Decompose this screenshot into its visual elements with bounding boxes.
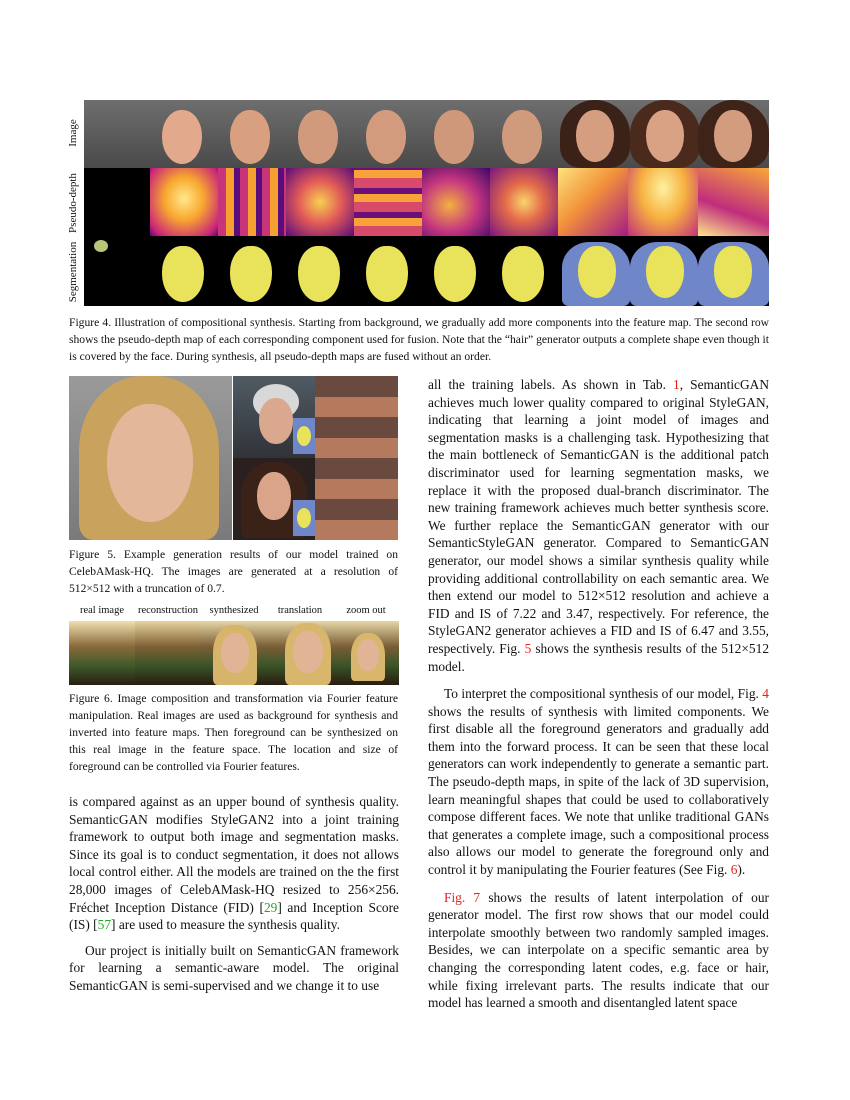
right-column-text <box>428 376 769 1012</box>
figure-4-image-row <box>84 100 769 168</box>
left-paragraph-2: Our project is initially built on SemanticGAN framework for learning a semantic-aware model. The original SemanticGAN is semi-supervised and we change it to use <box>69 942 399 993</box>
face-image <box>434 110 474 164</box>
column-label-translation: translation <box>277 605 323 616</box>
figure-5-large-portrait <box>69 376 232 540</box>
row-label-image: Image <box>67 119 79 147</box>
figure-4-pseudo-depth-row <box>84 168 769 236</box>
face-image <box>576 110 614 162</box>
figure-4-caption: Figure 4. Illustration of compositional synthesis. Starting from background, we gradually add more components into the feature map. The second row shows the pseudo-depth map of each corresponding component used for fusion. Note that the “hair” generator outputs a complete shape even though it is covered by the face. During synthesis, all pseudo-depth maps are fused without an order. <box>69 316 769 363</box>
face-image <box>162 110 202 164</box>
figure-5-portrait-grid <box>233 376 398 540</box>
face-image <box>230 110 270 164</box>
figure-reference-link[interactable]: 6 <box>730 862 738 878</box>
column-label-real-image: real image <box>79 605 124 616</box>
column-label-reconstruction: reconstruction <box>137 605 199 616</box>
citation-link[interactable]: 29 <box>263 899 278 915</box>
right-paragraph-1: all the training labels. As shown in Tab. 1, SemanticGAN achieves much lower quality compared to original StyleGAN, indicating that learning a joint model of images and segmentation masks is a challenging task. Hypothesizing that the main bottleneck of SemanticGAN is the additional patch discriminator used for learning segmentation masks, we replace it with the proposed dual-branch discriminator. The new training framework achieves much better synthesis score. We further replace the SemanticGAN generator with our SemanticStyleGAN generator. Compared to SemanticGAN generator, our model shows a similar synthesis quality while providing additional controllability on each semantic area. We then extend our model to 512×512 resolution and achieve a FID and IS of 7.22 and 3.47, respectively. For reference, the StyleGAN2 generator achieves a FID and IS of 6.47 and 3.55, respectively. Fig. 5 shows the synthesis results of the 512×512 model. <box>428 377 770 674</box>
row-label-segmentation: Segmentation <box>67 241 79 303</box>
face-image <box>714 110 752 162</box>
figure-reference-link[interactable]: 5 <box>524 640 532 656</box>
face-image <box>502 110 542 164</box>
face-image <box>366 110 406 164</box>
column-label-zoom-out: zoom out <box>346 605 386 616</box>
left-paragraph-1: is compared against as an upper bound of synthesis quality. SemanticGAN modifies StyleGAN2 into a joint training framework to output both image and segmentation masks. Since its goal is to conduct segmentation, it does not allows local control either. All the models are trained on the the first 28,000 images of CelebAMask-HQ resized to 256×256. Fréchet Inception Distance (FID) [29] and Inception Score (IS) [57] are used to measure the synthesis quality. <box>69 794 399 933</box>
figure-reference-link[interactable]: Fig. 7 <box>444 889 481 905</box>
figure-5-caption: Figure 5. Example generation results of our model trained on CelebAMask-HQ. The images are generated at a resolution of 512×512 with a truncation of 0.7. <box>69 548 398 595</box>
face-image <box>646 110 684 162</box>
right-paragraph-2: To interpret the compositional synthesis of our model, Fig. 4 shows the results of synthesis with limited components. We first disable all the foreground generators and gradually add them into the forward process. It can be seen that these local generators can work independently to generate a semantic part. The pseudo-depth maps, in spite of the lack of 3D supervision, learn meaningful shapes that could be used to collaboratively compose different faces. We note that unlike traditional GANs that generates a complete image, such a compositional process also allows our model to generate the foreground only and control it by manipulating the Fourier features (See Fig. 6). <box>428 686 769 878</box>
citation-link[interactable]: 57 <box>97 917 112 933</box>
right-paragraph-3: Fig. 7 shows the results of latent interpolation of our generator model. The first row shows that our model could interpolate smoothly between two randomly sampled images. Besides, we can interpolate on a specific semantic area by changing the corresponding latent codes, e.g. face or hair, while fixing irrelevant parts. The results indicate that our model has learned a smooth and disentangled latent space <box>428 889 769 1011</box>
left-column-text <box>69 793 399 995</box>
figure-4-segmentation-row <box>84 236 769 306</box>
figure-reference-link[interactable]: 4 <box>762 686 769 702</box>
face-image <box>298 110 338 164</box>
row-label-pseudo-depth: Pseudo-depth <box>67 173 79 233</box>
column-label-synthesized: synthesized <box>209 605 259 616</box>
figure-6-image-strip <box>69 621 399 685</box>
figure-6-caption: Figure 6. Image composition and transformation via Fourier feature manipulation. Real images are used as background for synthesis and inverted into feature maps. Then foreground can be synthesized on this real image in the feature space. The location and size of foreground can be controlled via Fourier features. <box>69 692 398 773</box>
table-reference-link[interactable]: 1 <box>673 377 680 392</box>
